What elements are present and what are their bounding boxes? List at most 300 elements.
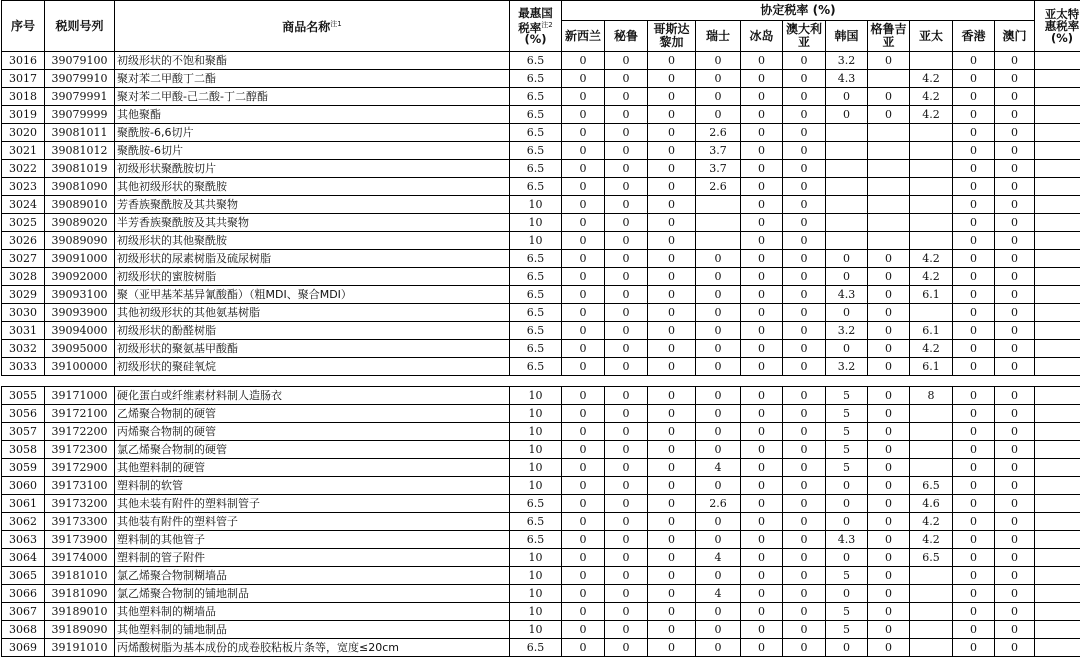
agreed-rate-cell: 0 [783,88,826,106]
agreed-rate-cell: 0 [696,405,741,423]
agreed-rate-cell: 4 [696,459,741,477]
agreed-rate-cell: 4.2 [910,513,953,531]
agreed-rate-cell: 0 [995,106,1035,124]
apta-rate-cell [1035,268,1080,286]
agreed-rate-cell: 0 [868,639,910,657]
tariff-code-cell: 39172900 [45,459,115,477]
table-row [2,621,1080,639]
agreed-rate-cell: 0 [783,178,826,196]
tariff-code-cell: 39081019 [45,160,115,178]
seq-cell: 3030 [2,304,45,322]
agreed-rate-cell: 0 [783,639,826,657]
agreed-rate-cell [826,142,868,160]
agreed-rate-cell: 0 [605,387,648,405]
agreed-rate-cell: 6.5 [910,477,953,495]
agreed-rate-cell: 0 [562,585,605,603]
table-row [2,603,1080,621]
agreed-rate-cell: 5 [826,603,868,621]
mfn-rate-cell: 6.5 [510,340,562,358]
mfn-rate-cell: 10 [510,196,562,214]
tariff-code-cell: 39173900 [45,531,115,549]
apta-rate-cell [1035,250,1080,268]
agreed-rate-cell: 0 [562,52,605,70]
agreed-rate-cell: 0 [605,495,648,513]
mfn-rate-cell: 10 [510,585,562,603]
table-row [2,214,1080,232]
agreed-rate-cell: 0 [826,106,868,124]
agreed-rate-cell: 0 [696,322,741,340]
agreed-rate-cell: 0 [696,268,741,286]
agreed-rate-cell: 0 [741,603,783,621]
agreed-rate-cell: 0 [953,340,995,358]
agreed-rate-cell: 4.6 [910,495,953,513]
agreed-rate-cell: 0 [741,196,783,214]
agreed-rate-cell: 0 [605,232,648,250]
tariff-code-cell: 39081090 [45,178,115,196]
seq-cell: 3021 [2,142,45,160]
product-name-cell: 其他未装有附件的塑料制管子 [115,495,510,513]
product-name-cell: 初级形状的尿素树脂及硫尿树脂 [115,250,510,268]
agreed-rate-cell: 0 [953,214,995,232]
apta-rate-cell [1035,286,1080,304]
agreed-rate-cell [910,304,953,322]
table-row [2,268,1080,286]
agreed-rate-cell: 0 [826,639,868,657]
partner-header: 澳门 [995,21,1035,52]
agreed-rate-cell: 0 [741,567,783,585]
agreed-rate-cell: 0 [868,304,910,322]
agreed-rate-cell: 0 [696,88,741,106]
partner-header: 秘鲁 [605,21,648,52]
agreed-rate-cell: 0 [741,513,783,531]
mfn-rate-cell: 6.5 [510,268,562,286]
agreed-rate-cell: 0 [953,232,995,250]
agreed-rate-cell: 0 [868,322,910,340]
table-row [2,286,1080,304]
apta-rate-cell [1035,178,1080,196]
agreed-rate-cell: 0 [953,88,995,106]
seq-cell: 3065 [2,567,45,585]
agreed-rate-cell: 0 [995,358,1035,376]
seq-cell: 3027 [2,250,45,268]
product-name-cell: 其他塑料制的硬管 [115,459,510,477]
agreed-rate-cell: 0 [605,88,648,106]
apta-rate-cell [1035,124,1080,142]
agreed-rate-cell: 0 [783,124,826,142]
seq-cell: 3031 [2,322,45,340]
agreed-rate-cell [910,441,953,459]
agreed-rate-cell: 4 [696,585,741,603]
agreed-rate-cell: 0 [648,531,696,549]
col-apta-line2: 惠税率 [1044,19,1080,33]
product-name-cell: 丙烯聚合物制的硬管 [115,423,510,441]
tariff-code-cell: 39095000 [45,340,115,358]
agreed-rate-cell: 0 [605,214,648,232]
mfn-rate-cell: 6.5 [510,639,562,657]
seq-cell: 3055 [2,387,45,405]
product-name-cell: 聚酰胺-6,6切片 [115,124,510,142]
col-apta-line3: (%) [1051,31,1074,45]
agreed-rate-cell: 0 [995,160,1035,178]
agreed-rate-cell: 0 [995,70,1035,88]
tariff-code-cell: 39173200 [45,495,115,513]
agreed-rate-cell: 0 [741,304,783,322]
seq-cell: 3028 [2,268,45,286]
mfn-rate-cell: 6.5 [510,495,562,513]
agreed-rate-cell: 0 [605,178,648,196]
tariff-code-cell: 39092000 [45,268,115,286]
agreed-rate-cell: 0 [741,70,783,88]
partner-header: 格鲁吉亚 [868,21,910,52]
agreed-rate-cell: 0 [696,70,741,88]
agreed-rate-cell [696,214,741,232]
agreed-rate-cell: 0 [953,250,995,268]
seq-cell: 3063 [2,531,45,549]
tariff-code-cell: 39173100 [45,477,115,495]
agreed-rate-cell: 0 [783,567,826,585]
agreed-rate-cell: 4.2 [910,340,953,358]
agreed-rate-cell: 0 [953,639,995,657]
agreed-rate-cell: 0 [868,405,910,423]
agreed-rate-cell: 6.5 [910,549,953,567]
product-name-cell: 氯乙烯聚合物制的硬管 [115,441,510,459]
agreed-rate-cell: 0 [648,124,696,142]
seq-cell: 3068 [2,621,45,639]
agreed-rate-cell: 0 [995,477,1035,495]
agreed-rate-cell: 0 [741,639,783,657]
agreed-rate-cell: 0 [741,106,783,124]
agreed-rate-cell: 0 [648,513,696,531]
agreed-rate-cell: 5 [826,387,868,405]
agreed-rate-cell: 0 [868,441,910,459]
seq-cell: 3020 [2,124,45,142]
table-row [2,178,1080,196]
agreed-rate-cell: 0 [741,495,783,513]
table-body-top [2,52,1080,376]
agreed-rate-cell: 3.2 [826,52,868,70]
product-name-cell: 其他塑料制的糊墙品 [115,603,510,621]
agreed-rate-cell: 0 [953,322,995,340]
agreed-rate-cell: 0 [648,459,696,477]
partner-header: 哥斯达黎加 [648,21,696,52]
product-name-cell: 初级形状的酚醛树脂 [115,322,510,340]
agreed-rate-cell: 0 [953,567,995,585]
table-row [2,423,1080,441]
mfn-rate-cell: 6.5 [510,531,562,549]
table-row [2,160,1080,178]
table-header [2,1,1080,52]
agreed-rate-cell: 0 [783,340,826,358]
agreed-rate-cell: 0 [605,531,648,549]
agreed-rate-cell: 0 [953,621,995,639]
agreed-rate-cell: 0 [562,639,605,657]
agreed-rate-cell: 0 [741,88,783,106]
agreed-rate-cell: 0 [995,340,1035,358]
agreed-rate-cell: 0 [995,268,1035,286]
agreed-rate-cell: 0 [648,322,696,340]
agreed-rate-cell: 0 [696,387,741,405]
table-row [2,88,1080,106]
seq-cell: 3019 [2,106,45,124]
agreed-rate-cell: 0 [741,124,783,142]
agreed-rate-cell: 0 [605,70,648,88]
agreed-rate-cell: 0 [605,639,648,657]
mfn-rate-cell: 10 [510,423,562,441]
agreed-rate-cell: 0 [562,441,605,459]
apta-rate-cell [1035,423,1080,441]
agreed-rate-cell: 0 [562,160,605,178]
agreed-rate-cell: 0 [826,268,868,286]
agreed-rate-cell: 5 [826,621,868,639]
agreed-rate-cell: 0 [696,567,741,585]
mfn-rate-cell: 10 [510,387,562,405]
agreed-rate-cell: 0 [995,142,1035,160]
agreed-rate-cell: 0 [605,459,648,477]
agreed-rate-cell: 0 [953,603,995,621]
agreed-rate-cell: 0 [953,106,995,124]
seq-cell: 3056 [2,405,45,423]
agreed-rate-cell: 0 [953,124,995,142]
seq-cell: 3059 [2,459,45,477]
product-name-cell: 聚酰胺-6切片 [115,142,510,160]
table-row [2,387,1080,405]
product-name-cell: 其他装有附件的塑料管子 [115,513,510,531]
agreed-rate-cell: 5 [826,459,868,477]
agreed-rate-cell: 0 [995,322,1035,340]
agreed-rate-cell: 0 [648,423,696,441]
agreed-rate-cell [910,160,953,178]
apta-rate-cell [1035,513,1080,531]
agreed-rate-cell: 0 [868,268,910,286]
apta-rate-cell [1035,621,1080,639]
seq-cell: 3024 [2,196,45,214]
table-row [2,322,1080,340]
agreed-rate-cell: 0 [868,531,910,549]
col-name-label: 商品名称 [282,20,331,34]
product-name-cell: 初级形状的聚氨基甲酸酯 [115,340,510,358]
agreed-rate-cell: 0 [562,196,605,214]
agreed-rate-cell [868,178,910,196]
product-name-cell: 氯乙烯聚合物制糊墙品 [115,567,510,585]
seq-cell: 3067 [2,603,45,621]
tariff-code-cell: 39181090 [45,585,115,603]
agreed-rate-cell: 0 [783,142,826,160]
agreed-rate-cell: 0 [605,585,648,603]
agreed-rate-cell: 0 [995,52,1035,70]
apta-rate-cell [1035,70,1080,88]
agreed-rate-cell: 0 [648,70,696,88]
agreed-rate-cell: 0 [995,304,1035,322]
agreed-rate-cell: 0 [696,603,741,621]
mfn-rate-cell: 10 [510,441,562,459]
agreed-rate-cell: 2.6 [696,495,741,513]
agreed-rate-cell: 0 [648,286,696,304]
agreed-rate-cell: 0 [826,88,868,106]
agreed-rate-cell: 0 [605,513,648,531]
agreed-rate-cell: 0 [953,423,995,441]
agreed-rate-cell: 0 [868,286,910,304]
agreed-rate-cell: 0 [562,268,605,286]
agreed-rate-cell: 0 [868,423,910,441]
tariff-code-cell: 39079999 [45,106,115,124]
agreed-rate-cell: 0 [605,160,648,178]
apta-rate-cell [1035,441,1080,459]
tariff-code-cell: 39089010 [45,196,115,214]
agreed-rate-cell: 0 [953,286,995,304]
agreed-rate-cell: 0 [562,124,605,142]
agreed-rate-cell: 2.6 [696,124,741,142]
agreed-rate-cell: 0 [648,88,696,106]
agreed-rate-cell: 0 [826,513,868,531]
col-mfn-line3: (%) [524,32,547,47]
agreed-rate-cell: 3.7 [696,160,741,178]
agreed-rate-cell: 0 [783,513,826,531]
apta-rate-cell [1035,459,1080,477]
partner-header: 瑞士 [696,21,741,52]
seq-cell: 3064 [2,549,45,567]
table-row [2,405,1080,423]
seq-cell: 3026 [2,232,45,250]
partner-header: 韩国 [826,21,868,52]
table-row [2,70,1080,88]
mfn-rate-cell: 10 [510,232,562,250]
agreed-rate-cell: 0 [741,142,783,160]
agreed-rate-cell: 0 [696,513,741,531]
table-row [2,441,1080,459]
agreed-rate-cell: 0 [868,621,910,639]
apta-rate-cell [1035,160,1080,178]
product-name-cell: 塑料制的管子附件 [115,549,510,567]
agreed-rate-cell: 0 [741,214,783,232]
agreed-rate-cell: 0 [562,549,605,567]
agreed-rate-cell [910,178,953,196]
agreed-rate-cell: 0 [562,106,605,124]
agreed-rate-cell: 0 [696,531,741,549]
agreed-rate-cell: 0 [562,387,605,405]
agreed-rate-cell: 0 [562,322,605,340]
agreed-rate-cell: 0 [783,52,826,70]
agreed-rate-cell: 5 [826,567,868,585]
agreed-rate-cell: 0 [868,250,910,268]
agreed-rate-cell: 0 [783,70,826,88]
agreed-rate-cell: 0 [868,495,910,513]
apta-rate-cell [1035,549,1080,567]
agreed-rate-cell: 0 [868,477,910,495]
agreed-rate-cell: 0 [868,585,910,603]
agreed-rate-cell: 0 [868,358,910,376]
agreed-rate-cell: 0 [783,387,826,405]
agreed-rate-cell: 0 [648,340,696,358]
product-name-cell: 初级形状聚酰胺切片 [115,160,510,178]
agreed-rate-cell: 0 [741,423,783,441]
agreed-rate-cell: 0 [696,441,741,459]
seq-cell: 3032 [2,340,45,358]
agreed-rate-cell [910,142,953,160]
partner-header: 香港 [953,21,995,52]
agreed-rate-cell: 0 [741,232,783,250]
table-row [2,495,1080,513]
agreed-rate-cell: 0 [605,549,648,567]
agreed-rate-cell: 0 [995,441,1035,459]
agreed-rate-cell [910,232,953,250]
agreed-rate-cell: 0 [868,387,910,405]
mfn-rate-cell: 10 [510,477,562,495]
agreed-rate-cell: 0 [953,142,995,160]
agreed-rate-cell: 0 [648,495,696,513]
mfn-rate-cell: 6.5 [510,286,562,304]
agreed-rate-cell [910,459,953,477]
agreed-rate-cell: 0 [953,358,995,376]
tariff-table-bottom [1,386,1080,657]
table-row [2,106,1080,124]
agreed-rate-cell: 0 [953,531,995,549]
agreed-rate-cell: 0 [783,531,826,549]
table-row [2,250,1080,268]
agreed-rate-cell: 0 [741,52,783,70]
seq-cell: 3061 [2,495,45,513]
agreed-rate-cell: 0 [995,495,1035,513]
col-mfn-line1: 最惠国 [518,5,553,20]
mfn-rate-cell: 6.5 [510,322,562,340]
agreed-rate-cell: 0 [648,621,696,639]
agreed-rate-cell: 0 [562,250,605,268]
agreed-rate-cell: 0 [648,441,696,459]
apta-rate-cell [1035,387,1080,405]
apta-rate-cell [1035,405,1080,423]
agreed-rate-cell: 0 [562,603,605,621]
apta-rate-cell [1035,639,1080,657]
agreed-rate-cell: 4.2 [910,106,953,124]
table-row [2,477,1080,495]
agreed-rate-cell: 0 [605,286,648,304]
agreed-rate-cell: 0 [605,477,648,495]
seq-cell: 3025 [2,214,45,232]
agreed-rate-cell: 0 [648,639,696,657]
agreed-rate-cell [868,196,910,214]
agreed-rate-cell [910,405,953,423]
agreed-rate-cell: 0 [741,178,783,196]
agreed-rate-cell: 0 [696,340,741,358]
mfn-rate-cell: 6.5 [510,178,562,196]
agreed-rate-cell: 0 [868,603,910,621]
agreed-rate-cell: 0 [648,142,696,160]
agreed-rate-cell: 0 [783,106,826,124]
agreed-rate-cell: 0 [648,106,696,124]
tariff-code-cell: 39091000 [45,250,115,268]
product-name-cell: 硬化蛋白或纤维素材料制人造肠衣 [115,387,510,405]
agreed-rate-cell: 0 [995,124,1035,142]
mfn-rate-cell: 10 [510,405,562,423]
agreed-rate-cell: 0 [783,214,826,232]
product-name-cell: 半芳香族聚酰胺及其共聚物 [115,214,510,232]
agreed-rate-header: 协定税率 (%) [562,1,1035,21]
agreed-rate-cell [868,214,910,232]
col-apta-header [1035,1,1080,52]
agreed-rate-cell: 0 [562,178,605,196]
col-code-header: 税则号列 [45,1,115,52]
agreed-rate-cell: 0 [562,70,605,88]
col-mfn-note: 注2 [541,20,553,29]
mfn-rate-cell: 10 [510,603,562,621]
agreed-rate-cell: 0 [648,358,696,376]
agreed-rate-cell: 4.2 [910,70,953,88]
apta-rate-cell [1035,322,1080,340]
agreed-rate-cell: 0 [783,160,826,178]
agreed-rate-cell: 0 [696,52,741,70]
agreed-rate-cell: 5 [826,405,868,423]
agreed-rate-cell: 0 [995,531,1035,549]
tariff-code-cell: 39079991 [45,88,115,106]
